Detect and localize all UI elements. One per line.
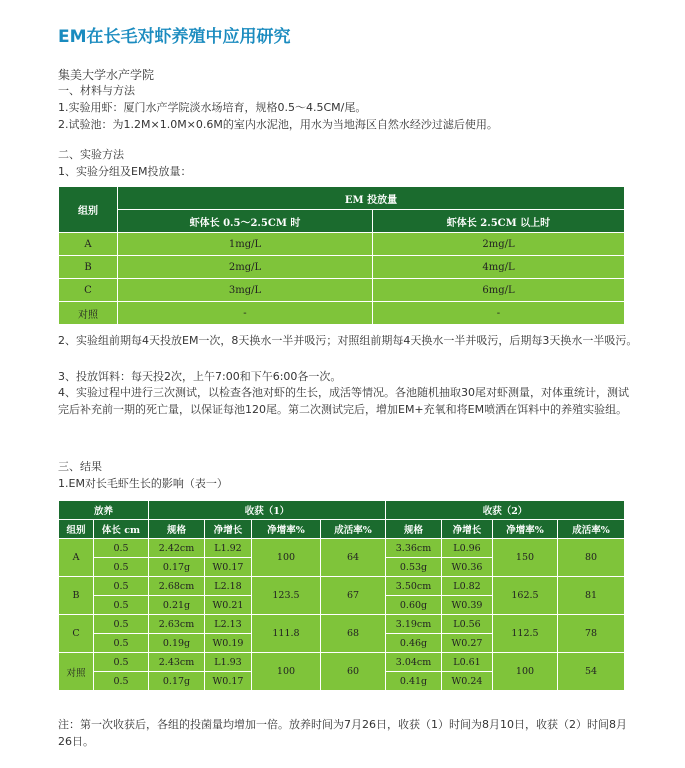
table-cell: 2.68cm (149, 577, 205, 596)
table-cell: 54 (558, 653, 625, 691)
footnote: 注：第一次收获后，各组的投菌量均增加一倍。放养时间为7月26日，收获（1）时间为8月10日，收获（2）时间8月26日。 (58, 718, 627, 748)
section-1-heading: 一、材料与方法 (58, 84, 135, 97)
table-cell: 112.5 (493, 615, 558, 653)
table-header: 虾体长 0.5～2.5CM 时 (118, 210, 373, 233)
table-cell: 0.60g (386, 596, 442, 615)
table-cell: 100 (252, 653, 321, 691)
table-cell: L1.93 (205, 653, 252, 672)
table-cell: 2mg/L (373, 233, 625, 256)
table-cell: 0.19g (149, 634, 205, 653)
table-cell: 6mg/L (373, 279, 625, 302)
table-cell: W0.36 (442, 558, 493, 577)
table-row (59, 302, 625, 325)
table-header: 成活率% (558, 520, 625, 539)
table-cell: C (59, 615, 94, 653)
table-cell: W0.17 (205, 672, 252, 691)
table-cell: 2.63cm (149, 615, 205, 634)
table-cell: 3.04cm (386, 653, 442, 672)
table-cell: L0.96 (442, 539, 493, 558)
table-cell: L0.61 (442, 653, 493, 672)
table-cell: - (118, 302, 373, 325)
table-cell: 0.46g (386, 634, 442, 653)
section-2-item-3: 3、投放饵料：每天投2次，上午7:00和下午6:00各一次。 (58, 370, 342, 383)
table-cell: 60 (321, 653, 386, 691)
table-cell: 64 (321, 539, 386, 577)
table-row (59, 577, 625, 596)
table-cell: 162.5 (493, 577, 558, 615)
table-cell: 3.36cm (386, 539, 442, 558)
table-header: 虾体长 2.5CM 以上时 (373, 210, 625, 233)
table-cell: 0.5 (94, 596, 149, 615)
table-row (59, 615, 625, 634)
table-cell: - (373, 302, 625, 325)
table-cell: L2.13 (205, 615, 252, 634)
table-header: 净增率% (252, 520, 321, 539)
table-cell: W0.24 (442, 672, 493, 691)
table-cell: L0.56 (442, 615, 493, 634)
section-1-item-2: 2.试验池：为1.2M×1.0M×0.6M的室内水泥池，用水为当地海区自然水经沙过滤后使用。 (58, 118, 498, 131)
table-cell: 67 (321, 577, 386, 615)
table-cell: 0.17g (149, 558, 205, 577)
table-cell: 0.5 (94, 558, 149, 577)
table-cell: 68 (321, 615, 386, 653)
table-row (59, 233, 625, 256)
em-dosage-table (58, 186, 625, 325)
table-cell: 3mg/L (118, 279, 373, 302)
table-cell: A (59, 539, 94, 577)
table-cell: 81 (558, 577, 625, 615)
table-cell: W0.27 (442, 634, 493, 653)
table-header: 收获（2） (386, 501, 625, 520)
table-cell: W0.21 (205, 596, 252, 615)
table-cell: L2.18 (205, 577, 252, 596)
section-2-item-2: 2、实验组前期每4天投放EM一次，8天换水一半并吸污；对照组前期每4天换水一半并吸污，后期每3天换水一半吸污。 (58, 334, 638, 347)
section-2-heading: 二、实验方法 (58, 148, 124, 161)
table-cell: 0.21g (149, 596, 205, 615)
table-header: 组别 (59, 187, 118, 233)
table-row (59, 256, 625, 279)
table-cell: 80 (558, 539, 625, 577)
table-cell: 0.5 (94, 672, 149, 691)
table-cell: L0.82 (442, 577, 493, 596)
table-cell: 78 (558, 615, 625, 653)
table-cell: 对照 (59, 302, 118, 325)
section-1-item-1: 1.实验用虾：厦门水产学院淡水场培育，规格0.5～4.5CM/尾。 (58, 101, 367, 114)
table-cell: 100 (252, 539, 321, 577)
table-cell: 100 (493, 653, 558, 691)
table-cell: 0.41g (386, 672, 442, 691)
table-header: 体长 cm (94, 520, 149, 539)
organization: 集美大学水产学院 (58, 68, 155, 82)
table-cell: 3.50cm (386, 577, 442, 596)
table-cell: 2mg/L (118, 256, 373, 279)
table-header: 放养 (59, 501, 149, 520)
table-row (59, 653, 625, 672)
table-header: 成活率% (321, 520, 386, 539)
table-cell: A (59, 233, 118, 256)
growth-results-table (58, 500, 625, 691)
table-row (59, 539, 625, 558)
table-cell: W0.17 (205, 558, 252, 577)
table-cell: 0.5 (94, 539, 149, 558)
table-header: 净增长 (205, 520, 252, 539)
table-cell: W0.19 (205, 634, 252, 653)
table-cell: 2.43cm (149, 653, 205, 672)
table-cell: B (59, 256, 118, 279)
section-2-item-4: 4、实验过程中进行三次测试，以检查各池对虾的生长，成活等情况。各池随机抽取30尾对虾测量，对体重统计，测试完后补充前一期的死亡量，以保证每池120尾。第二次测试完后，增加EM+充氧和将EM喷洒在饵料中的养殖实验组。 (58, 386, 629, 416)
table-header: EM 投放量 (118, 187, 625, 210)
table-cell: 1mg/L (118, 233, 373, 256)
table-cell: 对照 (59, 653, 94, 691)
table-cell: 3.19cm (386, 615, 442, 634)
table-cell: 0.53g (386, 558, 442, 577)
table-cell: 0.5 (94, 653, 149, 672)
table-header: 规格 (149, 520, 205, 539)
table-cell: 0.5 (94, 634, 149, 653)
table-cell: B (59, 577, 94, 615)
section-3-sub: 1.EM对长毛虾生长的影响（表一） (58, 477, 228, 490)
table-cell: C (59, 279, 118, 302)
table-cell: W0.39 (442, 596, 493, 615)
table-row (59, 279, 625, 302)
page-title: EM在长毛对虾养殖中应用研究 (58, 27, 291, 47)
table-header: 净增长 (442, 520, 493, 539)
table-cell: 0.17g (149, 672, 205, 691)
table-header: 收获（1） (149, 501, 386, 520)
table-cell: 123.5 (252, 577, 321, 615)
table-cell: 2.42cm (149, 539, 205, 558)
table-cell: 111.8 (252, 615, 321, 653)
table-cell: 150 (493, 539, 558, 577)
table-cell: 4mg/L (373, 256, 625, 279)
table-header: 规格 (386, 520, 442, 539)
section-2-sub: 1、实验分组及EM投放量： (58, 165, 192, 178)
table-cell: L1.92 (205, 539, 252, 558)
section-3-heading: 三、结果 (58, 460, 102, 473)
table-header: 净增率% (493, 520, 558, 539)
table-header: 组别 (59, 520, 94, 539)
table-cell: 0.5 (94, 615, 149, 634)
table-cell: 0.5 (94, 577, 149, 596)
